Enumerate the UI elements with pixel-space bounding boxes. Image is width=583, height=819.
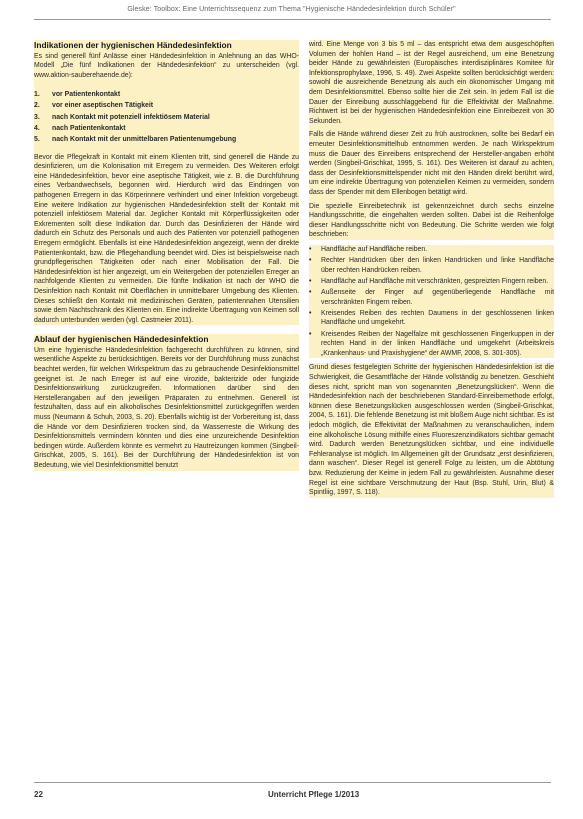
bullet: •	[309, 245, 312, 253]
list-text: nach Kontakt mit der unmittelbaren Patientenumgebung	[52, 136, 237, 144]
body-paragraph: Um eine hygienische Händedesinfektion fachgerecht durchführen zu können, sind wesentliche Aspekte zu berücksichtigen. Bereits vor der Durchführung muss zunächst beachtet werden, für welchen Wirkspektrum das zu gebrauchende Desinfektionsmittel geeignet ist. Je nach Erreger ist auf eine virozide, bakterizide oder fungizide Desinfektionswirkung zurückzugreifen. Informationen darüber sind den Herstellerangaben auf den jeweiligen Präparaten zu entnehmen. Generell ist festzuhalten, dass auf ein alkoholisches Desinfektionsmittel zurückgegriffen werden muss (Neumann & Schuh, 2003, S. 20). Ebenfalls wichtig ist der Vorbereitung ist, dass die Hände vor dem Desinfizieren trocken sind, da Wasserreste die Wirkung des Desinfektionsmittels vermindern könnten und dies eine unzureichende Desinfektion bedingen würde. Außerdem könnte es vermehrt zu Hautreizungen kommen (Singbeil-Grischkat, 2005, S. 161). Bei der Durchführung der Händedesinfektion ist von Bedeutung, wie viel Desinfektionsmittel benutzt	[34, 346, 299, 469]
section-ablauf-conclusion	[309, 363, 554, 497]
bullet: •	[309, 277, 312, 285]
list-number: 2.	[34, 102, 40, 110]
list-item	[34, 90, 299, 100]
list-text: vor Patientenkontakt	[52, 91, 121, 99]
indications-list	[34, 90, 299, 144]
list-item	[309, 245, 554, 255]
steps-list	[309, 245, 554, 359]
body-paragraph: Bevor die Pflegekraft in Kontakt mit einem Klienten tritt, sind generell die Hände zu desinfizieren, um die Kolonisation mit Erregern zu vermeiden. Des Weiteren erfolgt eine Händedesinfektion, bevor eine aseptische Tätigkeit, wie z. B. die Durchführung eines Verbandwechsels, begonnen wird. Hierdurch wird das Eindringen von pathogenen Erregern in das Körperinnere verhindert und einer Infektion vorgebeugt. Eine weitere Indikation zur hygienischen Händedesinfektion stellt der Kontakt mit potenziell infektiösem Material dar. Jeglicher Kontakt mit Körperflüssigkeiten oder Exkrementen sollt diese Indikation dar. Durch das Desinfizieren der Hände wird dadurch ein Schutz des Personals und auch des Patienten vor potenziell pathogenen Erregern ermöglicht. Ebenfalls ist eine Händedesinfektion angezeigt, wenn der direkte Patientenkontakt, bzw. die Pflegehandlung beendet wird. Dies ist beispielsweise nach grundpflegerischen Tätigkeiten oder nach einer Mobilisation der Fall. Die Händedesinfektion ist hier angezeigt, um ein Weitergeben der potenziellen Erreger an nachfolgende Klienten zu vermeiden. Die fünfte Indikation ist nach der WHO die Desinfektion nach Kontakt mit Oberflächen in unmittelbarer Umgebung des Klienten. Dieses schließt den Kontakt mit medizinischen Geräten, patientennahen Utensilien sowie dem Nachtschrank des Klienten ein. Eine indirekte Übertragung von Keimen soll dadurch unterbunden werden (vgl. Castmeier 2011).	[34, 153, 299, 324]
list-text: nach Kontakt mit potenziell infektiösem Material	[52, 113, 210, 121]
page-number: 22	[34, 790, 43, 799]
bullet: •	[309, 330, 312, 338]
left-column	[34, 40, 299, 763]
list-number: 4.	[34, 124, 40, 132]
list-text: nach Patientenkontakt	[52, 124, 126, 132]
intro-paragraph: Es sind generell fünf Anlässe einer Händedesinfektion in Anlehnung an das WHO-Modell „Die fünf Indikationen der Händedesinfektion“ zu unterscheiden (vgl. www.aktion-sauberehaende.de):	[34, 52, 299, 79]
list-item	[34, 101, 299, 111]
right-column	[309, 40, 554, 763]
section-heading-ablauf: Ablauf der hygienischen Händedesinfektion	[34, 334, 209, 345]
list-text: Handfläche auf Handfläche mit verschränkten, gespreizten Fingern reiben.	[321, 277, 549, 285]
list-item	[34, 124, 299, 134]
header-rule	[34, 19, 551, 20]
list-item	[309, 330, 554, 359]
list-text: vor einer aseptischen Tätigkeit	[52, 102, 154, 110]
running-header: Gleske: Toolbox: Eine Unterrichtssequenz zum Thema "Hygienische Händedesinfektion durch Schüler"	[127, 6, 456, 13]
bullet: •	[309, 289, 312, 297]
list-text: Rechter Handrücken über den linken Handrücken und linke Handfläche über rechten Handrücken reiben.	[321, 257, 554, 274]
section-ablauf-continued	[309, 40, 554, 240]
list-item	[309, 256, 554, 275]
list-text: Handfläche auf Handfläche reiben.	[321, 245, 428, 253]
list-item	[34, 135, 299, 145]
list-item	[309, 277, 554, 287]
body-paragraph: Die spezielle Einreibetechnik ist gekennzeichnet durch sechs einzelne Handlungsschritte, die eingehalten werden sollten. Dabei ist die Reihenfolge dieser Handlungsschritte nicht von Bedeutung. Die Schritte werden wie folgt beschrieben:	[309, 202, 554, 239]
bullet: •	[309, 309, 312, 317]
bullet: •	[309, 257, 312, 265]
list-number: 3.	[34, 113, 40, 121]
list-text: Außenseite der Finger auf gegenüberliegende Handfläche mit verschränkten Fingern reiben.	[321, 289, 554, 306]
list-text: Kreisendes Reiben des rechten Daumens in der geschlossenen linken Handfläche und umgekehrt.	[321, 309, 554, 327]
footer-rule	[34, 782, 551, 783]
list-item	[309, 288, 554, 307]
list-text: Kreisendes Reiben der Nagelfalze mit geschlossenen Fingerkuppen in der rechten Hand in der linken Handfläche und umgekehrt (Arbeitskreis „Krankenhaus- und Praxishygiene“ der AWMF, 2008, S. 301-305).	[321, 330, 554, 357]
list-item	[34, 113, 299, 123]
body-paragraph: Grund dieses festgelegten Schritte der hygienischen Händedesinfektion ist die Schwierigkeit, die Gesamtfläche der Hände vollständig zu benetzen. Geschieht dieses nicht, spricht man von sogenannten „Benetzungslücken“. Wenn die Händedesinfektion nach der beschriebenen Standard-Einreibemethode erfolgt, können diese Benetzungslücken ausgeschlossen werden (Singbeil-Grischkat, 2004, S. 161). Die fehlende Benetzung ist mit bloßem Auge nicht sichtbar. Es ist jedoch möglich, die Effektivität der Maßnahmen zu veranschaulichen, indem eine alkoholische Lösung mithilfe eines Fluoreszenzindikators sichtbar gemacht wird. Dadurch werden Benetzungslücken sichtbar, und eine individuelle Fehleranalyse ist möglich. Im Allgemeinen gilt der Grundsatz „erst desinfizieren, dann waschen“. Dieser Regel ist generell Folge zu leisten, um die Abtötung bzw. Reduzierung der Keime in jedem Fall zu gewährleisten. Ausnahme dieser Regel ist eine sichtbare Verschmutzung der Haut (Bsp. Stuhl, Urin, Blut) & Spintliig, 1997, S. 118).	[309, 364, 554, 497]
section-indikationen	[34, 40, 299, 325]
section-heading-indikationen: Indikationen der hygienischen Händedesinfektion	[34, 40, 232, 50]
list-number: 5.	[34, 136, 40, 144]
list-item	[309, 309, 554, 328]
section-ablauf	[34, 334, 299, 470]
list-number: 1.	[34, 91, 40, 99]
body-paragraph: Falls die Hände während dieser Zeit zu früh austrocknen, sollte bei Bedarf ein erneuter Desinfektionsmittelhub entnommen werden. Je nach Wirkspektrum muss die Dauer des Einreibens entsprechend der Hersteller-angaben erhöht werden (Singbeil-Grischkat, 1995, S. 161). Des Weiteren ist darauf zu achten, dass der Desinfektionsmittelspender nicht mit den Händen direkt berührt wird, um eine indirekte Übertragung von potenziellen Keimen zu vermeiden, sondern dass der Spender mit dem Ellenbogen betätigt wird.	[309, 131, 554, 196]
body-paragraph: wird. Eine Menge von 3 bis 5 ml – das entspricht etwa dem ausgeschöpften Volumen der hohlen Hand – ist der Regel ausreichend, um eine Benetzung beider Hände zu gewährleisten (Europäisches interdisziplinäres Komitee für Infektionsprophylaxe, 1996, S. 49). Zwei Aspekte sollten berücksichtigt werden: sowohl die ausreichende Benetzung als auch ein ökonomischer Umgang mit dem Desinfektionsmittel. Ebenso sollte hier die Zeit sein. In jedem Fall ist die Dauer der Einreibung ausschlaggebend für die Effektivität der Maßnahme. Richtwert ist bei der hygienischen Händedesinfektion eine Einreibezeit von 30 Sekunden.	[309, 41, 554, 125]
journal-title: Unterricht Pflege 1/2013	[268, 790, 360, 799]
